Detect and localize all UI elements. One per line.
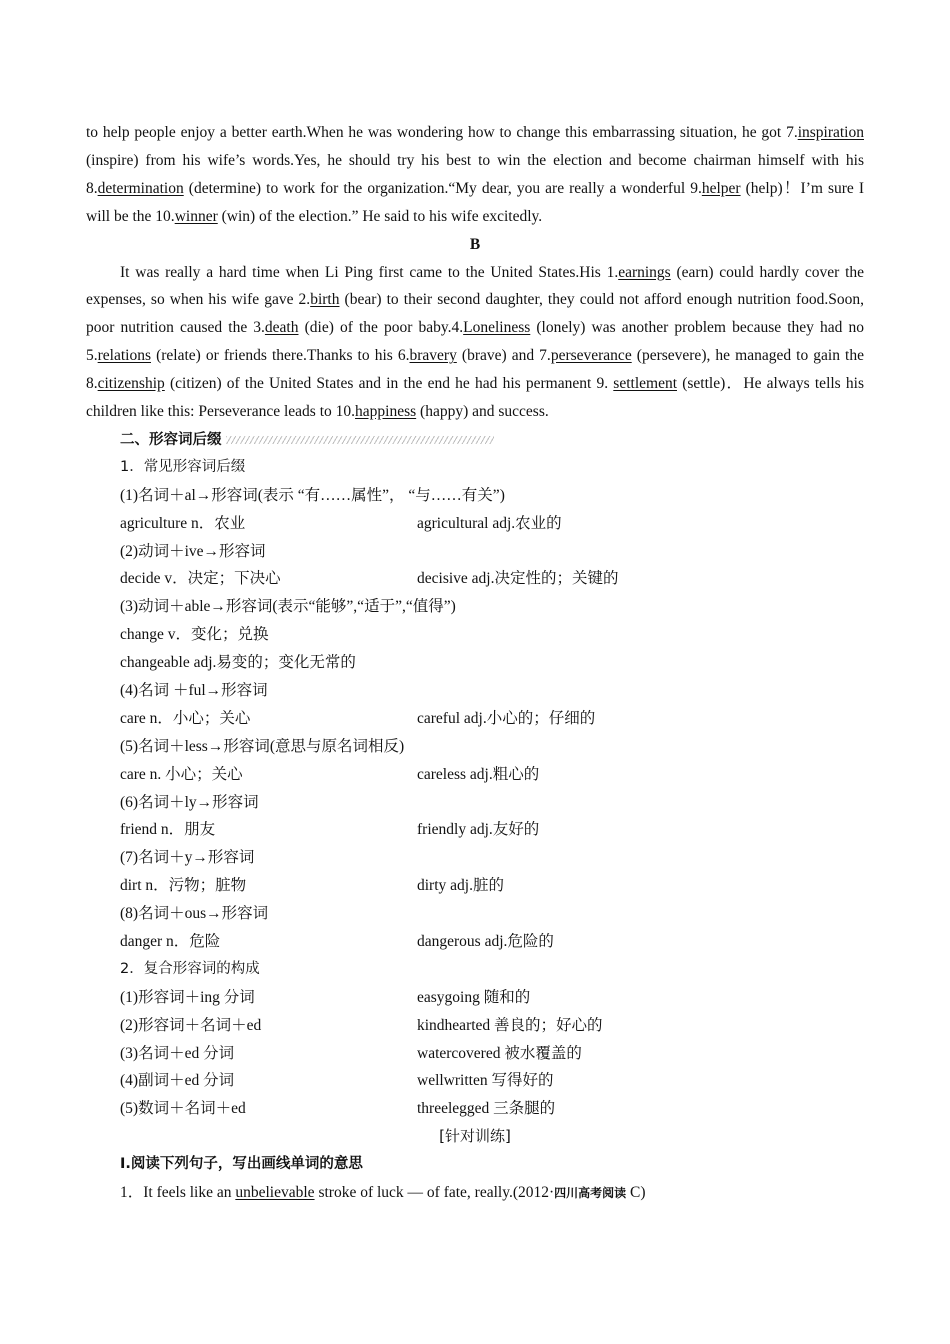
vocab-left: care n．小心；关心 bbox=[120, 709, 251, 727]
vocab-left: changeable adj.易变的；变化无常的 bbox=[120, 654, 356, 672]
vocab-right: easygoing 随和的 bbox=[417, 988, 531, 1006]
vocab-row bbox=[120, 984, 864, 1012]
vocab-right: careless adj.粗心的 bbox=[417, 765, 540, 783]
vocab-right: watercovered 被水覆盖的 bbox=[417, 1044, 582, 1062]
answer-word: winner bbox=[174, 207, 218, 225]
answer-word: bravery bbox=[409, 347, 457, 365]
vocab-row bbox=[120, 733, 864, 761]
passage-b-text: (citizen) of the United States and in the end he had his permanent 9. bbox=[164, 375, 614, 393]
exercise-text: stroke of luck — of fate, really.(2012· bbox=[314, 1184, 555, 1202]
vocab-row bbox=[120, 1012, 864, 1040]
answer-word: death bbox=[264, 319, 299, 337]
vocab-right: dirty adj.脏的 bbox=[417, 877, 504, 895]
vocab-row bbox=[120, 928, 864, 956]
vocab-left: (2)形容词＋名词＋ed bbox=[120, 1016, 262, 1034]
vocab-right: decisive adj.决定性的；关键的 bbox=[417, 570, 619, 588]
vocab-row bbox=[120, 844, 864, 872]
vocab-row bbox=[120, 621, 864, 649]
exercise-source: 四川高考阅读 bbox=[554, 1186, 627, 1201]
answer-word: helper bbox=[701, 179, 741, 197]
vocab-row bbox=[120, 593, 864, 621]
passage-b-text: It was really a hard time when Li Ping first came to the United States.His 1. bbox=[120, 263, 619, 281]
vocab-left: dirt n．污物；脏物 bbox=[120, 877, 247, 895]
vocab-right: kindhearted 善良的；好心的 bbox=[417, 1016, 603, 1034]
passage-b-text: (bear) to their second daughter, they could not afford enough nutrition food.Soon, poor nutrition caused the 3. bbox=[86, 291, 864, 337]
vocab-left: (2)动词＋ive→形容词 bbox=[120, 542, 266, 560]
vocab-row bbox=[120, 482, 864, 510]
vocab-row bbox=[120, 1095, 864, 1123]
vocab-right: agricultural adj.农业的 bbox=[417, 514, 562, 532]
vocab-left: (7)名词＋y→形容词 bbox=[120, 849, 255, 867]
passage-a bbox=[86, 119, 864, 231]
passage-b-text: (settle)．He always tells his children like this: Perseverance leads to 10. bbox=[86, 375, 864, 421]
passage-a-text: (inspire) from his wife’s words.Yes, he should try his best to win the election and become chairman bbox=[86, 151, 752, 169]
decorative-stripe bbox=[226, 436, 494, 444]
passage-b-text: (relate) or friends there.Thanks to his 6. bbox=[151, 347, 410, 365]
exercise-item bbox=[120, 1179, 864, 1207]
underlined-word: unbelievable bbox=[235, 1184, 315, 1202]
passage-b bbox=[86, 259, 864, 426]
document-page bbox=[86, 119, 864, 1207]
vocab-row bbox=[120, 1040, 864, 1068]
exercise-text: 1．It feels like an bbox=[120, 1184, 236, 1202]
vocab-left: (8)名词＋ous→形容词 bbox=[120, 905, 269, 923]
passage-a-text: 9. bbox=[690, 179, 702, 197]
answer-word: inspiration bbox=[797, 124, 864, 141]
answer-word: perseverance bbox=[550, 347, 632, 365]
answer-word: earnings bbox=[618, 263, 671, 281]
vocab-left: (1)名词＋al→形容词(表示 “有……属性”， “与……有关”) bbox=[120, 486, 505, 504]
passage-a-line: to help people enjoy a better earth.When he was wondering how to change this embarrassing situation, he got bbox=[86, 124, 782, 141]
vocab-left: (5)数词＋名词＋ed bbox=[120, 1100, 246, 1118]
vocab-left: (3)动词＋able→形容词(表示“能够”,“适于”,“值得”) bbox=[120, 598, 456, 616]
passage-a-text: (win) of the election.” He said to his wife excitedly. bbox=[217, 207, 543, 225]
answer-word: birth bbox=[310, 291, 340, 309]
vocab-left: (1)形容词＋ing 分词 bbox=[120, 988, 255, 1006]
passage-b-text: (lonely) was another problem because they had no 5. bbox=[86, 319, 864, 365]
vocab-left: agriculture n．农业 bbox=[120, 514, 246, 532]
section-b-title: B bbox=[469, 235, 481, 253]
passage-a-text: (determine) to work for the organization.“My dear, you are really a wonderful bbox=[183, 179, 686, 197]
vocab-left: (6)名词＋ly→形容词 bbox=[120, 793, 259, 811]
vocab-left: danger n．危险 bbox=[120, 933, 221, 950]
vocab-row bbox=[120, 705, 864, 733]
suffix-section bbox=[120, 426, 864, 1123]
answer-word: settlement bbox=[613, 375, 677, 393]
passage-b-text: (earn) could hardly cover the expenses, so when his wife gave 2. bbox=[86, 263, 865, 309]
vocab-row bbox=[120, 677, 864, 705]
passage-a-text: himself with his 8. bbox=[86, 151, 865, 197]
vocab-row bbox=[120, 900, 864, 928]
section-heading bbox=[120, 426, 864, 454]
vocab-row bbox=[120, 538, 864, 566]
vocab-row bbox=[120, 872, 864, 900]
vocab-right: friendly adj.友好的 bbox=[417, 821, 540, 839]
vocab-row bbox=[120, 1067, 864, 1095]
vocab-left: (3)名词＋ed 分词 bbox=[120, 1044, 235, 1062]
vocab-left: friend n．朋友 bbox=[120, 821, 216, 839]
answer-word: determination bbox=[97, 179, 184, 197]
compound-list bbox=[120, 984, 864, 1123]
vocab-right: careful adj.小心的；仔细的 bbox=[417, 709, 596, 727]
vocab-right: threelegged 三条腿的 bbox=[417, 1100, 556, 1118]
vocab-left: (5)名词＋less→形容词(意思与原名词相反) bbox=[120, 737, 405, 755]
suffix-list bbox=[120, 482, 864, 956]
vocab-row bbox=[120, 649, 864, 677]
passage-a-text: (help)！I’m sure I will be the 10. bbox=[86, 179, 865, 225]
passage-b-text: (happy) and success. bbox=[416, 403, 549, 421]
exercise-text: C) bbox=[626, 1184, 646, 1202]
passage-b-text: (persevere), he managed to gain the 8. bbox=[86, 347, 864, 393]
sub-heading: 1．常见形容词后缀 bbox=[120, 458, 246, 475]
vocab-left: (4)名词 ＋ful→形容词 bbox=[120, 681, 268, 699]
vocab-left: care n. 小心；关心 bbox=[120, 765, 243, 783]
vocab-row bbox=[120, 565, 864, 593]
vocab-left: (4)副词＋ed 分词 bbox=[120, 1072, 235, 1090]
practice-title: [针对训练] bbox=[439, 1127, 511, 1146]
answer-word: citizenship bbox=[97, 375, 165, 393]
vocab-left: decide v．决定；下决心 bbox=[120, 570, 281, 588]
passage-a-text: 7. bbox=[786, 124, 798, 141]
answer-word: Loneliness bbox=[463, 319, 531, 337]
vocab-right: dangerous adj.危险的 bbox=[417, 933, 554, 950]
answer-word: happiness bbox=[355, 403, 417, 421]
vocab-row bbox=[120, 816, 864, 844]
exercise-section bbox=[120, 1151, 864, 1207]
vocab-left: change v．变化；兑换 bbox=[120, 626, 269, 644]
answer-word: relations bbox=[97, 347, 151, 365]
exercise-heading: Ⅰ.阅读下列句子，写出画线单词的意思 bbox=[120, 1156, 363, 1173]
passage-b-text: (die) of the poor baby.4. bbox=[298, 319, 464, 337]
passage-b-text: (brave) and 7. bbox=[456, 347, 551, 365]
section2-title: 二、形容词后缀 bbox=[120, 431, 222, 448]
vocab-row bbox=[120, 761, 864, 789]
vocab-row bbox=[120, 510, 864, 538]
vocab-row bbox=[120, 789, 864, 817]
sub-heading: 2．复合形容词的构成 bbox=[120, 960, 260, 977]
vocab-right: wellwritten 写得好的 bbox=[417, 1072, 554, 1090]
